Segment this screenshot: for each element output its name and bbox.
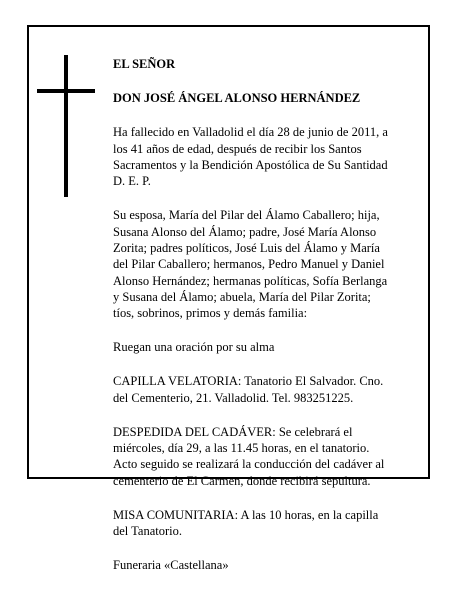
cross-icon — [37, 55, 95, 197]
prayer-request: Ruegan una oración por su alma — [113, 340, 275, 355]
mass-info: MISA COMUNITARIA: A las 10 horas, en la capilla del Tanatorio. — [113, 507, 379, 539]
obituary-text — [113, 40, 421, 591]
cross-vertical-bar — [64, 55, 68, 197]
funeral-farewell-info: DESPEDIDA DEL CADÁVER: Se celebrará el miércoles, día 29, a las 11.45 horas, en el tanatorio. Acto seguido se realizará la conducción del cadáver al cementerio de El Carmen, donde recibirá sepultura. — [113, 424, 385, 488]
death-announcement: Ha fallecido en Valladolid el día 28 de junio de 2011, a los 41 años de edad, después de recibir los Santos Sacramentos y la Bendición Apostólica de Su Santidad D. E. P. — [113, 125, 388, 189]
funeral-home: Funeraria «Castellana» — [113, 558, 229, 573]
deceased-name: DON JOSÉ ÁNGEL ALONSO HERNÁNDEZ — [113, 91, 361, 106]
family-list: Su esposa, María del Pilar del Álamo Caballero; hija, Susana Alonso del Álamo; padre, José María Alonso Zorita; padres políticos, José Luis del Álamo y María del Pilar Caballero; hermanos, Pedro Manuel y Daniel Alonso Hernández; hermanas políticas, Sofía Berlanga y Susana del Álamo; abuela, María del Pilar Zorita; tíos, sobrinos, primos y demás familia: — [113, 208, 388, 321]
wake-chapel-info: CAPILLA VELATORIA: Tanatorio El Salvador. Cno. del Cementerio, 21. Valladolid. Tel. 983251225. — [113, 374, 384, 405]
deceased-title: EL SEÑOR — [113, 57, 176, 72]
cross-horizontal-bar — [37, 89, 95, 93]
